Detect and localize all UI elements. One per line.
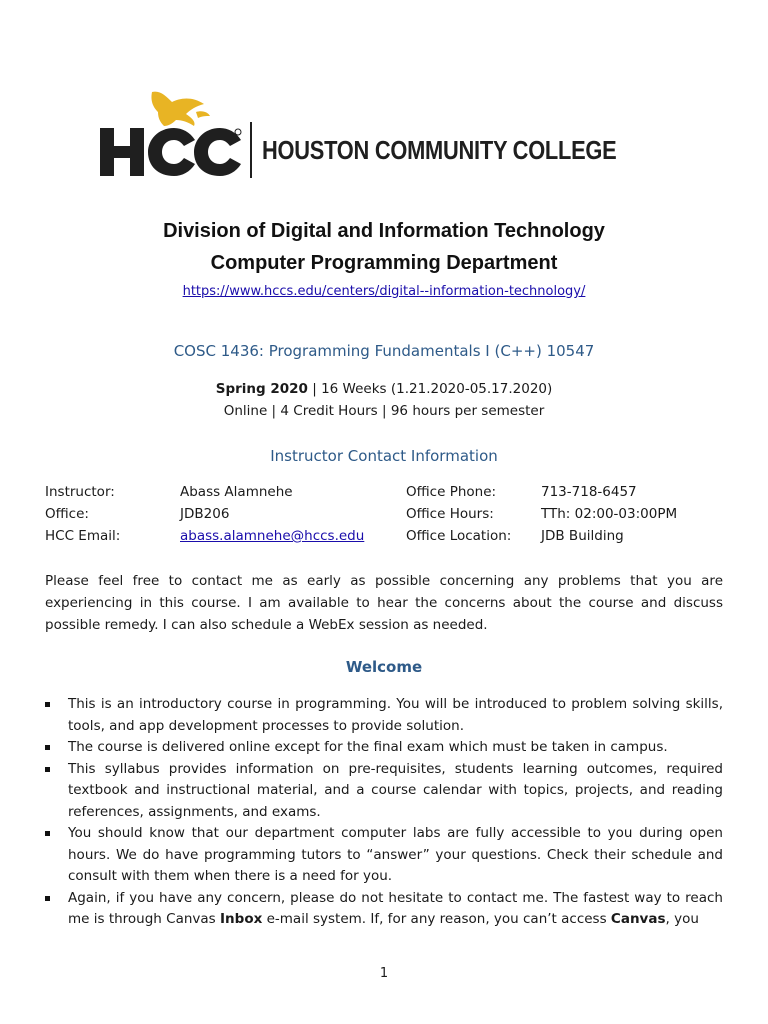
page-number: 1 xyxy=(379,966,389,981)
email-link[interactable]: abass.alamnehe@hccs.edu xyxy=(180,528,365,544)
inbox-emphasis: Inbox xyxy=(220,911,263,927)
square-bullet-icon xyxy=(45,767,50,772)
course-title: COSC 1436: Programming Fundamentals I (C++) 10547 xyxy=(173,342,595,360)
hcc-logo xyxy=(100,88,680,188)
list-item-text: This syllabus provides information on pre-requisites, students learning outcomes, required textbook and instructional material, and a course calendar with topics, projects, and reading references, assignments, and exams. xyxy=(68,760,723,820)
contact-label: Office Location: xyxy=(406,528,512,544)
instructor-name: Abass Alamnehe xyxy=(180,484,293,500)
course-delivery: Online | 4 Credit Hours | 96 hours per semester xyxy=(223,403,545,419)
list-item-text-part: e-mail system. If, for any reason, you can’t access xyxy=(262,911,611,927)
square-bullet-icon xyxy=(45,831,50,836)
contact-row xyxy=(45,528,725,550)
department-link[interactable] xyxy=(0,284,768,299)
list-item xyxy=(45,888,723,931)
eagle-icon xyxy=(151,92,210,126)
square-bullet-icon xyxy=(45,745,50,750)
department-title: Computer Programming Department xyxy=(210,252,558,274)
welcome-list xyxy=(45,694,723,931)
square-bullet-icon xyxy=(45,702,50,707)
square-bullet-icon xyxy=(45,896,50,901)
term-details: | 16 Weeks (1.21.2020-05.17.2020) xyxy=(307,381,553,397)
list-item-text: You should know that our department computer labs are fully accessible to you during open hours. We do have programming tutors to “answer” your questions. Check their schedule and consult with them when there is a need for you. xyxy=(68,825,723,884)
list-item-text: The course is delivered online except for the final exam which must be taken in campus. xyxy=(68,739,668,755)
contact-label: Office: xyxy=(45,506,89,522)
division-title: Division of Digital and Information Technology xyxy=(163,220,605,242)
list-item xyxy=(45,694,723,737)
term-name: Spring 2020 xyxy=(215,381,308,397)
list-item xyxy=(45,759,723,824)
canvas-emphasis: Canvas xyxy=(610,911,666,927)
contact-label: HCC Email: xyxy=(45,528,121,544)
list-item-text-part: Again, if you have any concern, please do not hesitate to contact me. The fastest way to reach me is through Canvas xyxy=(68,889,723,927)
contact-row xyxy=(45,506,725,528)
office-phone: 713-718-6457 xyxy=(541,484,637,500)
office-location: JDB Building xyxy=(541,528,624,544)
contact-row xyxy=(45,484,725,506)
course-term xyxy=(0,381,768,397)
contact-label: Office Phone: xyxy=(406,484,497,500)
department-link-text[interactable]: https://www.hccs.edu/centers/digital--information-technology/ xyxy=(182,284,586,299)
list-item-text: This is an introductory course in programming. You will be introduced to problem solving skills, tools, and app development processes to provide solution. xyxy=(68,696,723,734)
college-name: HOUSTON COMMUNITY COLLEGE xyxy=(262,135,617,165)
list-item-text-part: , you xyxy=(665,911,699,927)
contact-label: Office Hours: xyxy=(406,506,494,522)
office-hours: TTh: 02:00-03:00PM xyxy=(541,506,678,522)
list-item xyxy=(45,823,723,888)
contact-label: Instructor: xyxy=(45,484,115,500)
office-room: JDB206 xyxy=(180,506,230,522)
list-item xyxy=(45,737,723,759)
intro-paragraph: Please feel free to contact me as early as possible concerning any problems that you are experiencing in this course. I am available to hear the concerns about the course and discuss possible remedy. I can also schedule a WebEx session as needed. xyxy=(45,573,723,633)
contact-heading: Instructor Contact Information xyxy=(270,447,498,465)
welcome-heading: Welcome xyxy=(345,658,423,676)
contact-table xyxy=(45,484,725,550)
hcc-logo-mark xyxy=(100,88,260,188)
